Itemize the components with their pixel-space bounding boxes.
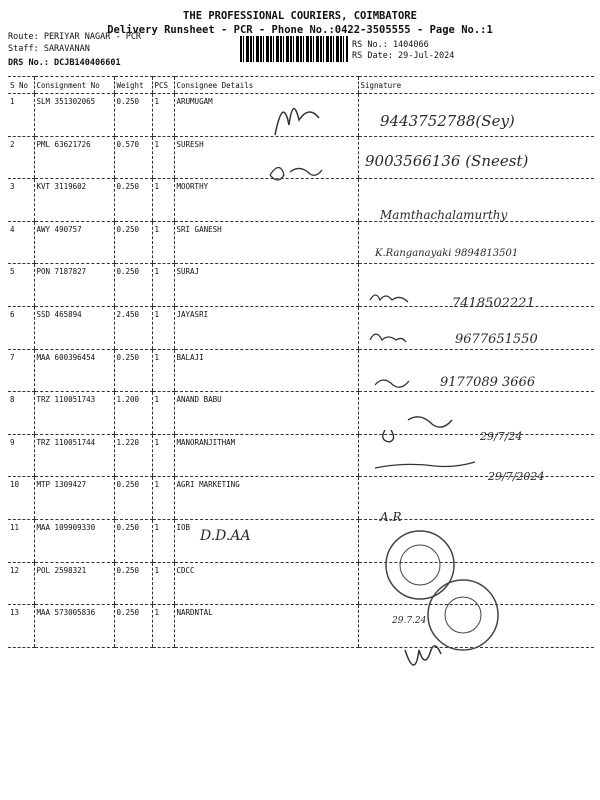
consignment-cell: SSD 465894 [34,306,114,349]
col-signature: Signature [358,77,594,94]
seal-stamp-2 [428,580,498,650]
pcs-cell: 1 [152,94,174,137]
weight-cell: 0.250 [114,94,152,137]
pcs-cell: 1 [152,562,174,605]
pcs-cell: 1 [152,179,174,222]
consignment-cell: MAA 109909330 [34,519,114,562]
col-sno: S No [8,77,34,94]
handwritten-4: K.Ranganayaki 9894813501 [375,248,519,259]
sno-cell: 8 [8,392,34,435]
col-weight: Weight [114,77,152,94]
signature-2 [270,168,322,181]
consignment-cell: MAA 600396454 [34,349,114,392]
weight-cell: 0.250 [114,477,152,520]
consignment-cell: TRZ 110051743 [34,392,114,435]
weight-cell: 1.220 [114,434,152,477]
drs-number: DRS No.: DCJB140406601 [8,58,121,68]
sno-cell: 4 [8,221,34,264]
pcs-cell: 1 [152,136,174,179]
pcs-cell: 1 [152,264,174,307]
pcs-cell: 1 [152,605,174,648]
col-consignment: Consignment No [34,77,114,94]
weight-cell: 1.200 [114,392,152,435]
handwritten-11: D.D.AA [200,528,251,544]
consignee-cell: CDCC [174,562,358,605]
route-text: Route: PERIYAR NAGAR - PCR [8,32,142,42]
consignee-cell: ANAND BABU [174,392,358,435]
consignment-cell: PML 63621726 [34,136,114,179]
pcs-cell: 1 [152,392,174,435]
sno-cell: 3 [8,179,34,222]
pcs-cell: 1 [152,221,174,264]
signature-6 [370,334,406,342]
consignee-cell: SURESH [174,136,358,179]
consignment-cell: MAA 573005836 [34,605,114,648]
weight-cell: 2.450 [114,306,152,349]
consignment-cell: MTP 1309427 [34,477,114,520]
page-subtitle: Delivery Runsheet - PCR - Phone No.:0422-3505555 - Page No.:1 [107,24,493,36]
weight-cell: 0.250 [114,562,152,605]
handwritten-6: 9677651550 [455,332,538,347]
signature-1 [275,109,319,135]
handwritten-7: 9177089 3666 [440,375,536,390]
sno-cell: 10 [8,477,34,520]
sno-cell: 12 [8,562,34,605]
weight-cell: 0.570 [114,136,152,179]
handwritten-5: 7418502221 [452,296,535,311]
pcs-cell: 1 [152,519,174,562]
handwritten-9: 29/7/2024 [488,470,545,483]
handwritten-12: 29.7.24 [392,616,427,626]
signature-13 [405,646,441,665]
sno-cell: 2 [8,136,34,179]
consignment-cell: PON 7187827 [34,264,114,307]
rs-date: RS Date: 29-Jul-2024 [352,51,455,61]
weight-cell: 0.250 [114,264,152,307]
sno-cell: 1 [8,94,34,137]
consignee-cell: MANORANJITHAM [174,434,358,477]
weight-cell: 0.250 [114,605,152,648]
sno-cell: 9 [8,434,34,477]
weight-cell: 0.250 [114,349,152,392]
page-title: THE PROFESSIONAL COURIERS, COIMBATORE [183,10,417,22]
seal-stamp-2-inner [445,597,481,633]
handwritten-3: Mamthachalamurthy [380,208,508,222]
handwritten-1: 9443752788(Sey) [380,112,515,130]
signature-5 [370,295,408,302]
sno-cell: 11 [8,519,34,562]
col-consignee: Consignee Details [174,77,358,94]
consignment-cell: SLM 351302065 [34,94,114,137]
col-pcs: PCS [152,77,174,94]
pcs-cell: 1 [152,306,174,349]
weight-cell: 0.250 [114,519,152,562]
seal-stamp-1 [386,531,454,599]
handwritten-10: A.R [380,510,402,524]
rs-number: RS No.: 1404066 [352,40,429,50]
staff-text: Staff: SARAVANAN [8,44,90,54]
signature-8 [383,417,452,442]
sno-cell: 13 [8,605,34,648]
consignee-cell: BALAJI [174,349,358,392]
signature-9 [375,462,475,468]
signature-7 [375,380,409,387]
consignment-cell: TRZ 110051744 [34,434,114,477]
consignment-cell: AWY 490757 [34,221,114,264]
consignment-cell: POL 2598321 [34,562,114,605]
consignment-cell: KVT 3119602 [34,179,114,222]
pcs-cell: 1 [152,434,174,477]
consignee-cell: SRI GANESH [174,221,358,264]
consignee-cell: IOB [174,519,358,562]
seal-stamp-1-inner [400,545,440,585]
sno-cell: 7 [8,349,34,392]
handwritten-8: 29/7/24 [480,430,523,443]
pcs-cell: 1 [152,349,174,392]
consignee-cell: SURAJ [174,264,358,307]
consignee-cell: ARUMUGAM [174,94,358,137]
consignee-cell: MOORTHY [174,179,358,222]
weight-cell: 0.250 [114,179,152,222]
weight-cell: 0.250 [114,221,152,264]
consignee-cell: NARDNTAL [174,605,358,648]
consignee-cell: JAYASRI [174,306,358,349]
sno-cell: 6 [8,306,34,349]
pcs-cell: 1 [152,477,174,520]
sno-cell: 5 [8,264,34,307]
consignee-cell: AGRI MARKETING [174,477,358,520]
handwritten-2: 9003566136 (Sneest) [365,152,529,170]
